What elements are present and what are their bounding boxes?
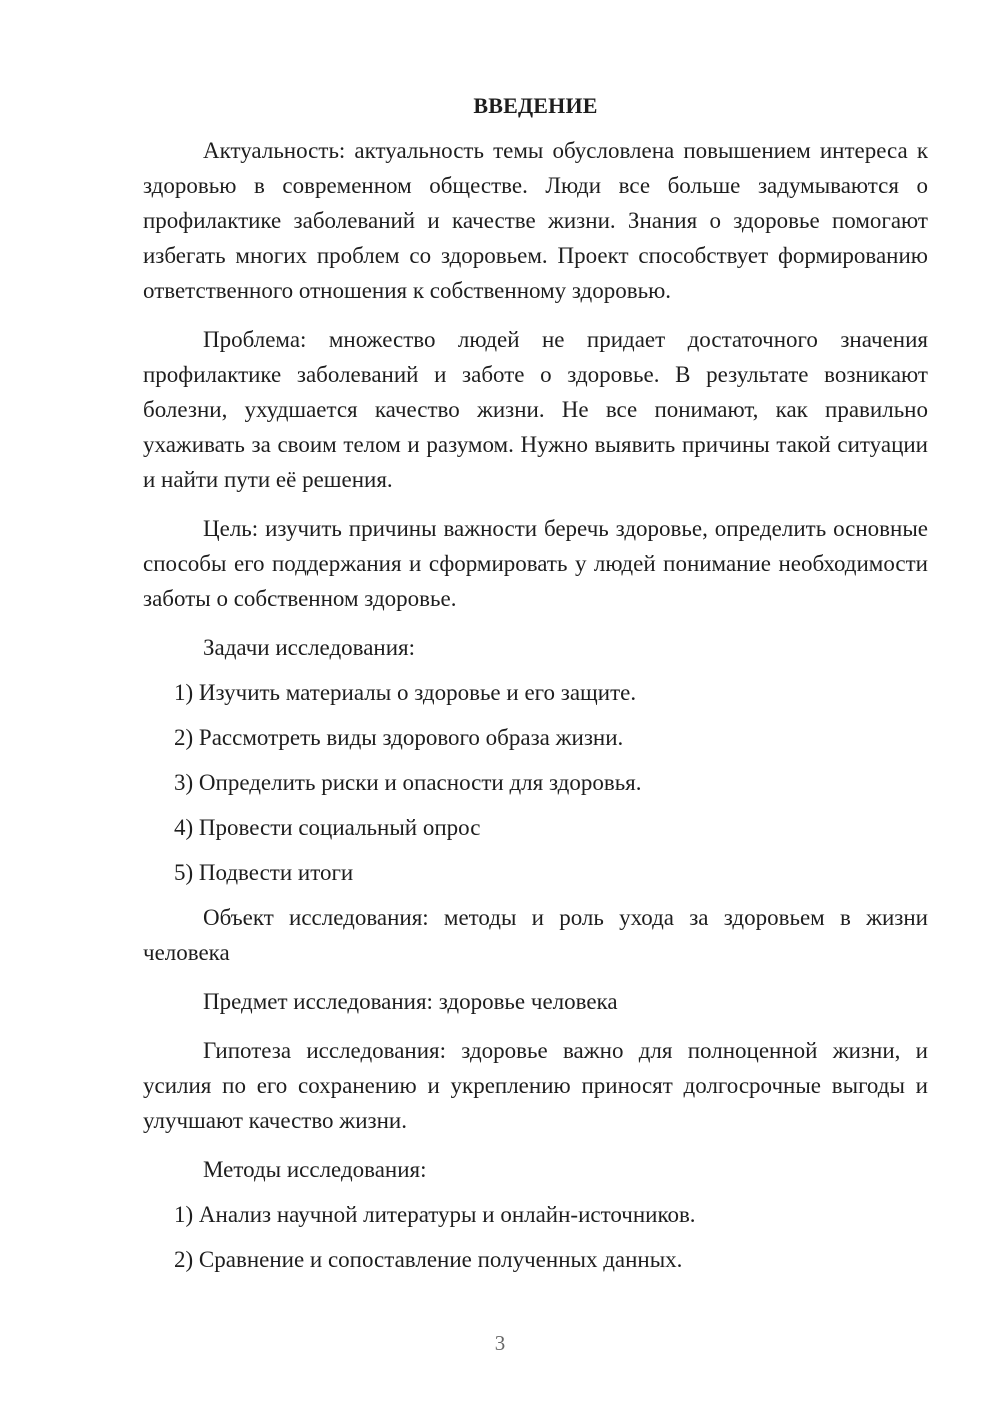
section-title: ВВЕДЕНИЕ xyxy=(473,93,598,118)
list-item: 1) Изучить материалы о здоровье и его защите. xyxy=(174,680,637,705)
tasks-list xyxy=(143,675,928,890)
hypothesis-paragraph: Гипотеза исследования: здоровье важно для полноценной жизни, и усилия по его сохранению и укреплению приносят долгосрочные выгоды и улучшают качество жизни. xyxy=(143,1038,928,1133)
object-paragraph: Объект исследования: методы и роль ухода за здоровьем в жизни человека xyxy=(143,905,928,965)
list-item: 2) Рассмотреть виды здорового образа жизни. xyxy=(174,725,624,750)
list-item: 3) Определить риски и опасности для здоровья. xyxy=(174,770,642,795)
goal-paragraph: Цель: изучить причины важности беречь здоровье, определить основные способы его поддержания и сформировать у людей понимание необходимости заботы о собственном здоровье. xyxy=(143,516,928,611)
relevance-paragraph: Актуальность: актуальность темы обусловлена повышением интереса к здоровью в современном обществе. Люди все больше задумываются о профилактике заболеваний и качестве жизни. Знания о здоровье помогают избегать многих проблем со здоровьем. Проект способствует формированию ответственного отношения к собственному здоровью. xyxy=(143,138,928,303)
methods-label: Методы исследования: xyxy=(203,1157,427,1182)
list-item: 4) Провести социальный опрос xyxy=(174,815,481,840)
tasks-label: Задачи исследования: xyxy=(203,635,416,660)
list-item: 2) Сравнение и сопоставление полученных данных. xyxy=(174,1247,683,1272)
problem-paragraph: Проблема: множество людей не придает достаточного значения профилактике заболеваний и заботе о здоровье. В результате возникают болезни, ухудшается качество жизни. Не все понимают, как правильно ухаживать за своим телом и разумом. Нужно выявить причины такой ситуации и найти пути её решения. xyxy=(143,327,928,492)
list-item: 5) Подвести итоги xyxy=(174,860,354,885)
subject-paragraph: Предмет исследования: здоровье человека xyxy=(203,989,618,1014)
page-number: 3 xyxy=(494,1331,506,1355)
page-content xyxy=(143,93,928,1287)
methods-list xyxy=(143,1197,928,1277)
list-item: 1) Анализ научной литературы и онлайн-источников. xyxy=(174,1202,696,1227)
